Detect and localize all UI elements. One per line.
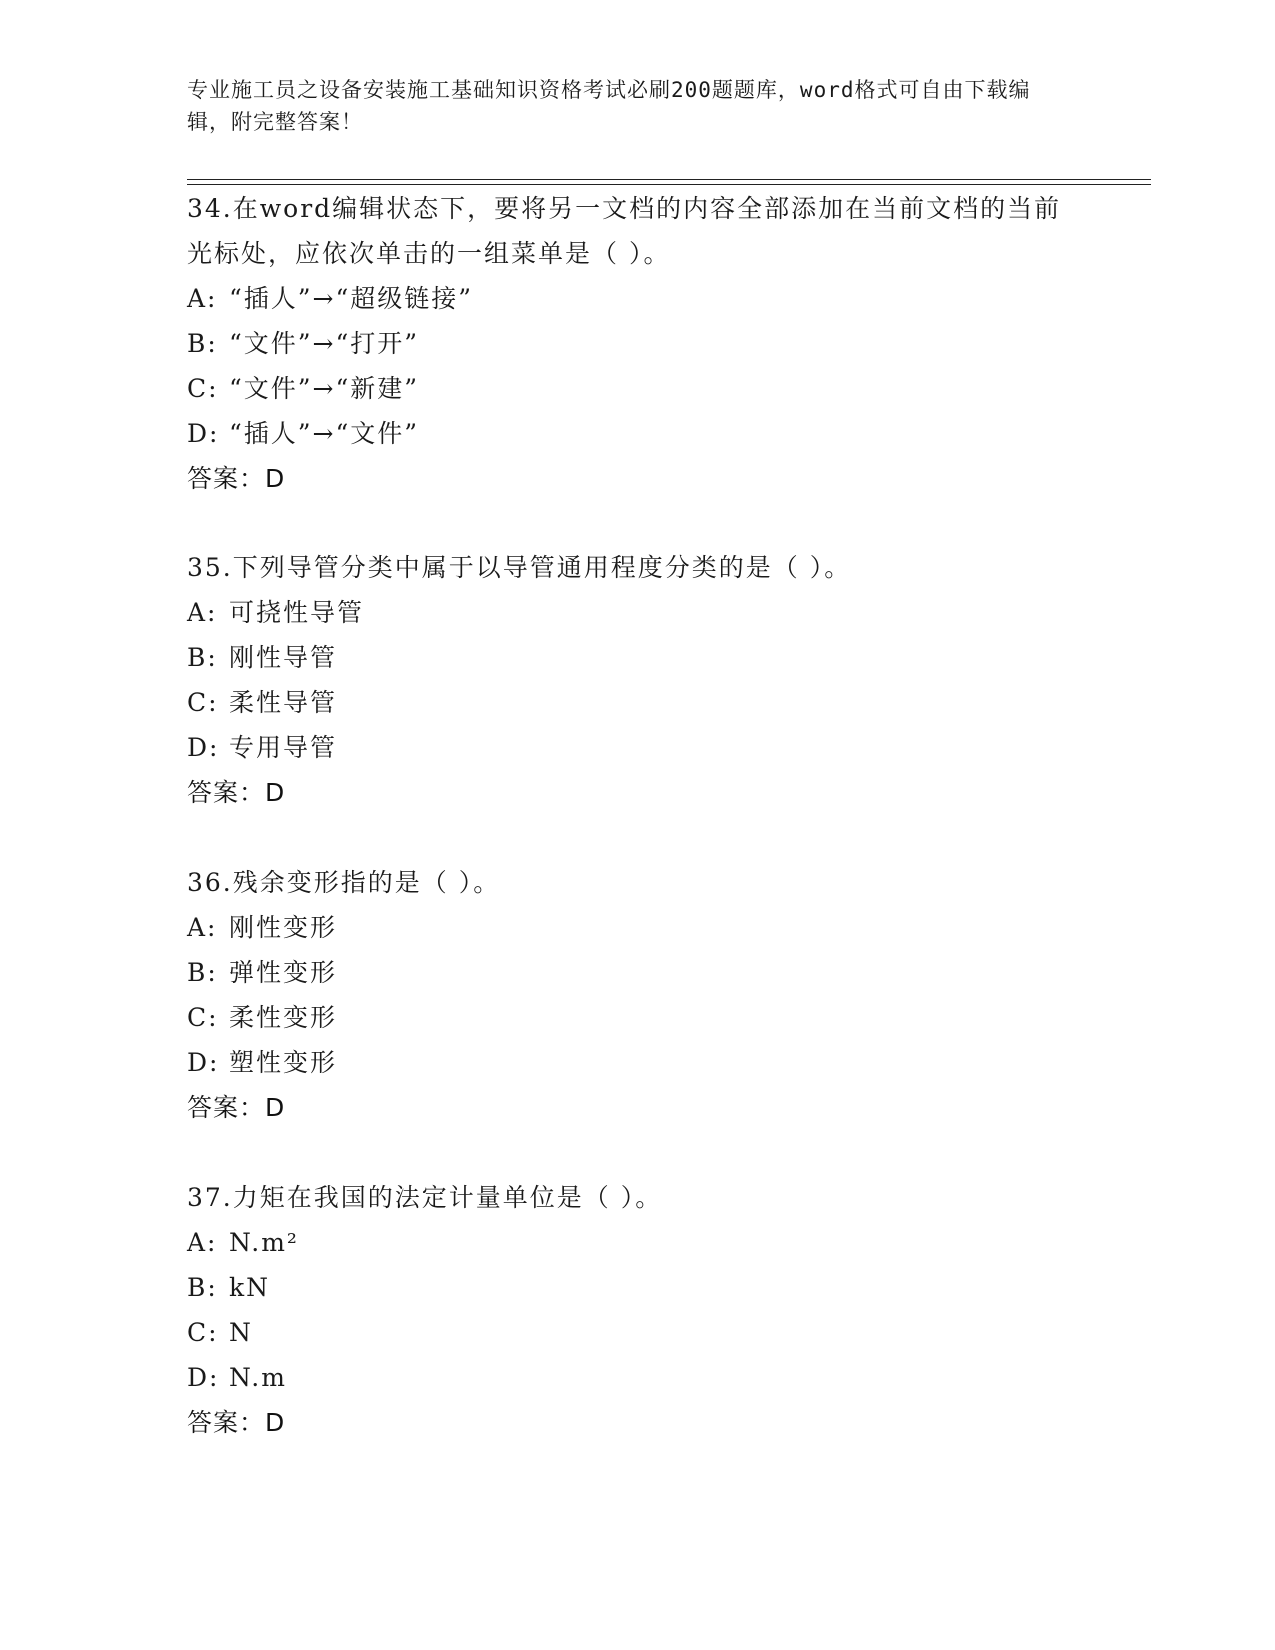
option-text: “文件”→“新建”	[229, 374, 420, 403]
option-key: A:	[187, 284, 218, 313]
option-text: “插人”→“文件”	[229, 419, 420, 448]
option-b	[187, 950, 1087, 995]
header-divider-top	[187, 179, 1151, 180]
option-key: D:	[187, 419, 220, 448]
option-d	[187, 1355, 1087, 1400]
option-text: 弹性变形	[229, 958, 338, 987]
document-header: 专业施工员之设备安装施工基础知识资格考试必刷200题题库，word格式可自由下载编辑，附完整答案！	[187, 78, 1031, 134]
header-divider-bottom	[187, 184, 1151, 185]
question-stem: 34.在word编辑状态下，要将另一文档的内容全部添加在当前文档的当前光标处，应依次单击的一组菜单是（ ）。	[187, 194, 1062, 268]
option-c	[187, 1310, 1087, 1355]
option-d	[187, 1040, 1087, 1085]
answer: 答案：D	[187, 1093, 286, 1122]
option-text: 塑性变形	[229, 1048, 338, 1077]
option-d	[187, 411, 1087, 456]
option-b	[187, 321, 1087, 366]
question-stem: 37.力矩在我国的法定计量单位是（ ）。	[187, 1183, 663, 1212]
option-key: C:	[187, 688, 219, 717]
option-key: B:	[187, 329, 218, 358]
option-text: N	[229, 1318, 253, 1347]
question-34	[187, 186, 1087, 501]
option-key: B:	[187, 1273, 218, 1302]
question-stem: 35.下列导管分类中属于以导管通用程度分类的是（ ）。	[187, 553, 852, 582]
question-37	[187, 1175, 1087, 1445]
option-a	[187, 590, 1087, 635]
option-a	[187, 1220, 1087, 1265]
option-c	[187, 680, 1087, 725]
option-text: N.m²	[229, 1228, 299, 1257]
option-key: A:	[187, 1228, 218, 1257]
option-text: kN	[229, 1273, 271, 1302]
option-c	[187, 995, 1087, 1040]
option-text: 柔性变形	[229, 1003, 338, 1032]
option-key: D:	[187, 1048, 220, 1077]
question-36	[187, 860, 1087, 1130]
option-key: C:	[187, 1003, 219, 1032]
option-b	[187, 635, 1087, 680]
option-key: D:	[187, 1363, 220, 1392]
option-text: 可挠性导管	[229, 598, 365, 627]
option-text: 柔性导管	[229, 688, 338, 717]
question-stem: 36.残余变形指的是（ ）。	[187, 868, 501, 897]
option-d	[187, 725, 1087, 770]
option-a	[187, 905, 1087, 950]
answer: 答案：D	[187, 464, 286, 493]
option-text: “插人”→“超级链接”	[229, 284, 474, 313]
option-key: C:	[187, 1318, 219, 1347]
question-35	[187, 545, 1087, 815]
option-text: “文件”→“打开”	[229, 329, 420, 358]
option-key: C:	[187, 374, 219, 403]
option-key: A:	[187, 913, 218, 942]
option-a	[187, 276, 1087, 321]
option-b	[187, 1265, 1087, 1310]
option-c	[187, 366, 1087, 411]
option-text: 刚性变形	[229, 913, 338, 942]
option-key: A:	[187, 598, 218, 627]
answer: 答案：D	[187, 778, 286, 807]
option-text: 专用导管	[229, 733, 338, 762]
option-key: B:	[187, 958, 218, 987]
option-key: D:	[187, 733, 220, 762]
option-key: B:	[187, 643, 218, 672]
option-text: 刚性导管	[229, 643, 338, 672]
answer: 答案：D	[187, 1408, 286, 1437]
option-text: N.m	[229, 1363, 287, 1392]
